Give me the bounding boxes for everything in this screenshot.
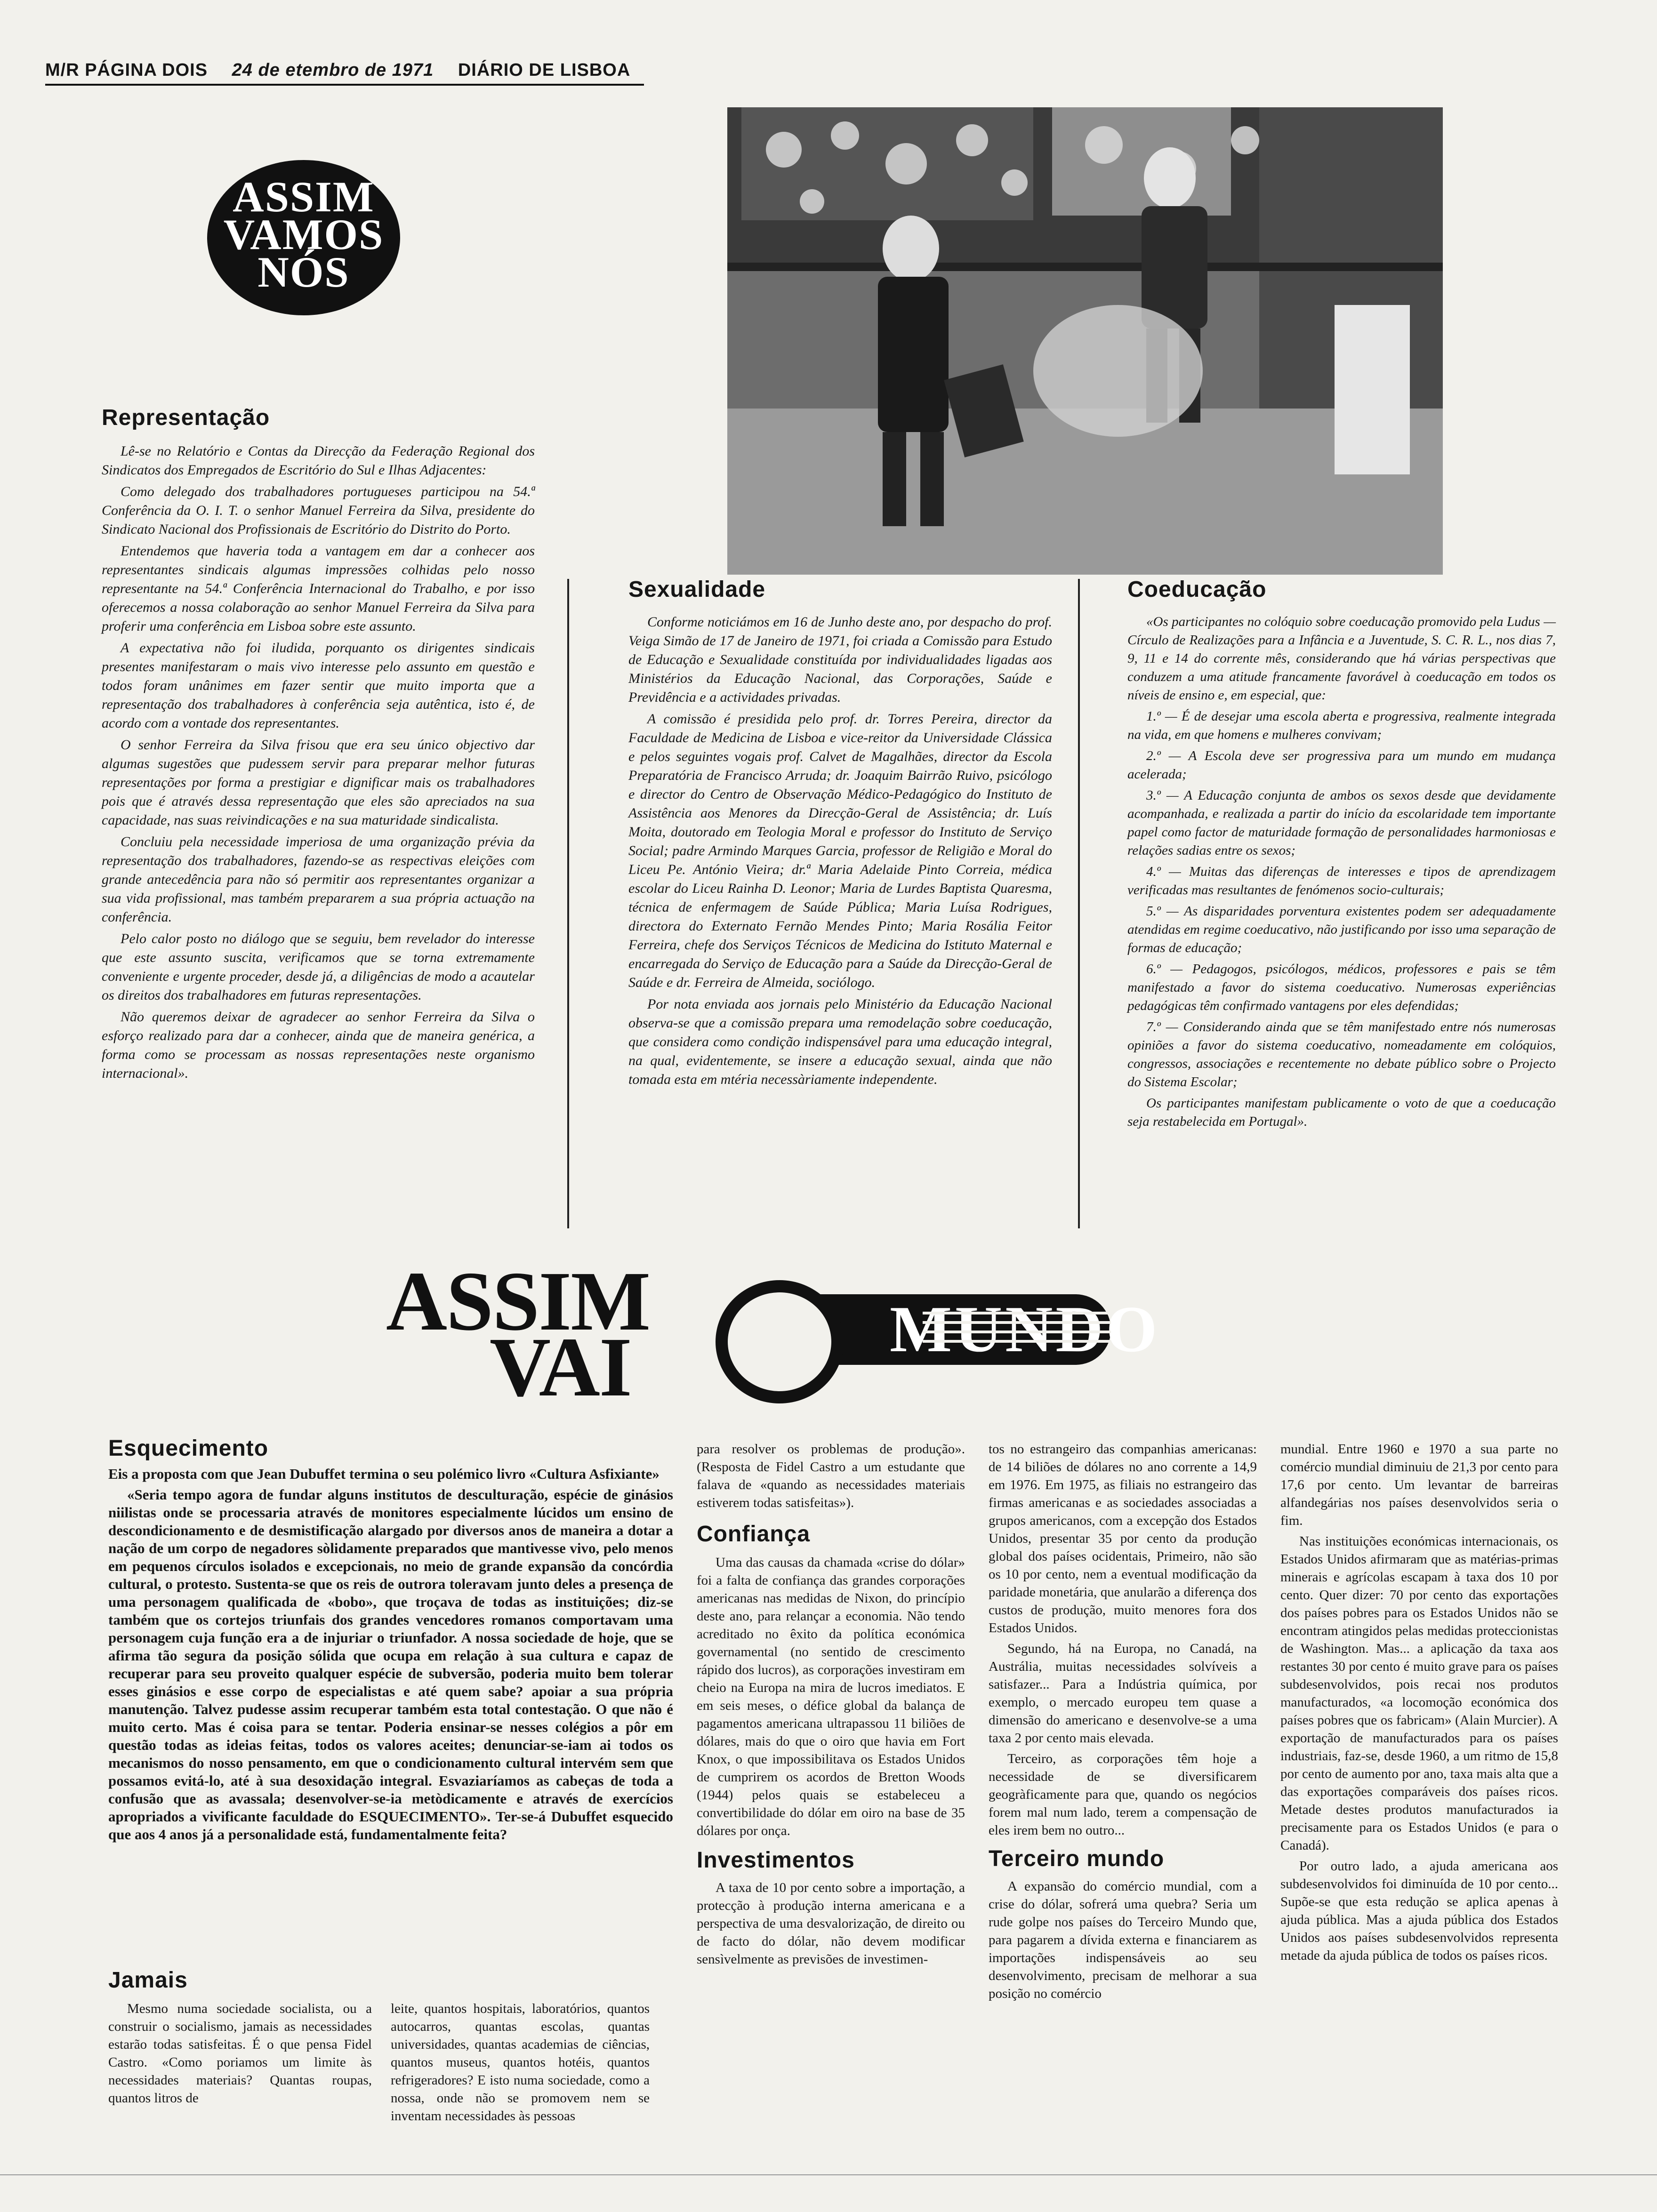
- column-4: [989, 1440, 1257, 2005]
- col5-body: [1280, 1440, 1558, 1964]
- confianca-paragraph: Uma das causas da chamada «crise do dólar» foi a falta de confiança das grandes corporações americanas nas medidas de Nixon, do princípio deste ano, para relançar a economia. Não tendo acreditado no êxito da política económica governamental (no sentido de crescimento rápido dos lucros), as corporações investiram em cheio na Europa na mira de lucros imediatos. E em seis meses, o défice global da balança de pagamentos americana ultrapassou 11 biliões de dólares, mais do que o oiro que havia em Fort Knox, o que impossibilitava os Estados Unidos de cumprirem os acordos de Bretton Woods (1944) pelos quais se estabeleceu a convertibilidade do dólar em oiro na base de 35 dólares por onça.: [697, 1555, 965, 1838]
- confianca-title: Confiança: [697, 1522, 811, 1547]
- col5-paragraph: Por outro lado, a ajuda americana aos subdesenvolvidos foi diminuída de 10 por cento... Supõe-se que esta redução se aplica apenas à ajuda pública. Mas a ajuda pública dos Estados Unidos aos países subdesenvolvidos representa metade da ajuda pública de todos os países ricos.: [1280, 1859, 1558, 1963]
- column-3: [697, 1440, 965, 1971]
- coeducacao-paragraph: 5.º — As disparidades porventura existentes podem ser adequadamente atendidas em regime coeducativo, não justificando por isso uma separação de formas de educação;: [1127, 904, 1556, 955]
- confianca-body: [697, 1554, 965, 1840]
- coeducacao-paragraph: «Os participantes no colóquio sobre coeducação promovido pela Ludus — Círculo de Realizações para a Infância e a Juventude, S. C. R. L., nos dias 7, 9, 11 e 14 do corrente mês, considerando que há várias perspectivas que conduzem a uma atitude francamente favorável à coeducação em todos os níveis de ensino e, em especial, que:: [1127, 614, 1556, 703]
- terceiro-mundo-paragraph: A expansão do comércio mundial, com a crise do dólar, sofrerá uma quebra? Seria um rude golpe nos países do Terceiro Mundo que, para pagarem a dívida externa e financiarem as importações indispensáveis ao seu desenvolvimento, precisam de melhorar a sua posição no comércio: [989, 1879, 1257, 2001]
- column-rule: [1078, 579, 1080, 1228]
- jamais-paragraph: leite, quantos hospitais, laboratórios, quantos autocarros, quantas escolas, quantas universidades, quantas academias de ciências, quantos museus, quantos hotéis, quantos refrigeradores? E isto numa sociedade, como a nossa, onde não se promovem nem se inventam necessidades às pessoas: [391, 2001, 650, 2124]
- investimentos-title: Investimentos: [697, 1848, 855, 1873]
- esquecimento-body: [108, 1465, 673, 1843]
- castro-continuation: [697, 1440, 965, 1512]
- jamais-paragraph: Mesmo numa sociedade socialista, ou a construir o socialismo, jamais as necessidades estarão todas satisfeitas. É o que pensa Fidel Castro. «Como poriamos um limite às necessidades materiais? Quantas roupas, quantos litros de: [108, 2001, 372, 2106]
- coeducacao-paragraph: 7.º — Considerando ainda que se têm manifestado entre nós numerosas opiniões a favor do sistema coeducativo, nomeadamente em colóquios, congressos, associações e recentemente no debate público sobre o Projecto do Sistema Escolar;: [1127, 1019, 1556, 1090]
- assim-vai-o-mundo-logo: [377, 1254, 1160, 1414]
- representacao-title: Representação: [102, 405, 270, 430]
- jamais-body-2: [391, 2000, 650, 2128]
- col5-paragraph: Nas instituições económicas internacionais, os Estados Unidos afirmaram que as matérias-primas minerais e agrícolas escapam à taxa dos 10 por cento. Quer dizer: 70 por cento das exportações dos países pobres para os Estados Unidos não se encontram atingidos pelas medidas proteccionistas de Washington. Mas... a aplicação da taxa aos restantes 30 por cento é muito grave para os países subdesenvolvidos, pois recai nos produtos manufacturados, «a locomoção económica dos países pobres que os fabricam» (Alain Murcier). A exportação de manufacturados para os países industriais, faz-se, desde 1960, a um ritmo de 15,8 por cento de aumento por ano, taxa mais alta que a das exportações comparáveis dos países ricos. Metade destes produtos manufacturados ia precisamente para os Estados Unidos (e para o Canadá).: [1280, 1534, 1558, 1853]
- representacao-paragraph: Como delegado dos trabalhadores portugueses participou na 54.ª Conferência da O. I. T. o senhor Manuel Ferreira da Silva, presidente do Sindicato Nacional dos Profissionais de Escritório do Distrito do Porto.: [102, 484, 535, 537]
- esquecimento-title: Esquecimento: [108, 1436, 269, 1461]
- article-representacao: [102, 405, 535, 1086]
- coeducacao-paragraph: 3.º — A Educação conjunta de ambos os sexos desde que devidamente acompanhada, e realizada a partir do início da escolaridade tem importante papel como factor de maturidade formação de personalidades harmoniosas e relações sadias entre os sexos;: [1127, 788, 1556, 858]
- coeducacao-title: Coeducação: [1127, 577, 1267, 602]
- coeducacao-paragraph: 1.º — É de desejar uma escola aberta e progressiva, realmente integrada na vida, em que homens e mulheres convivam;: [1127, 709, 1556, 742]
- badge-line-1: ASSIM: [233, 173, 375, 221]
- investimentos-paragraph: A taxa de 10 por cento sobre a importação, a protecção à produção interna americana e a perspectiva de uma desvalorização, de direito ou de facto do dólar, não devem modificar sensìvelmente as previsões de investimen-: [697, 1880, 965, 1967]
- coeducacao-body: [1127, 613, 1556, 1131]
- representacao-paragraph: Entendemos que haveria toda a vantagem em dar a conhecer aos representantes sindicais algumas impressões colhidas pelo nosso representante na 54.ª Conferência Internacional do Trabalho, e por isso oferecemos a nossa colaboração ao senhor Manuel Ferreira da Silva para proferir uma conferência em Lisboa sobre este assunto.: [102, 543, 535, 634]
- col4-paragraph: Segundo, há na Europa, no Canadá, na Austrália, muitas necessidades solvíveis a satisfazer... Para a Indústria química, por exemplo, o mercado europeu tem quase a dimensão do americano e desenvolve-se a uma taxa 2 por cento mais elevada.: [989, 1641, 1257, 1746]
- castro-paragraph: para resolver os problemas de produção». (Resposta de Fidel Castro a um estudante que falava de «quando as necessidades materiais estiverem todas satisfeitas»).: [697, 1442, 965, 1510]
- coeducacao-paragraph: 6.º — Pedagogos, psicólogos, médicos, professores e pais se têm manifestado a favor do sistema coeducativo. Numerosas experiências pedagógicas têm confirmado vantagens por eles defendidas;: [1127, 962, 1556, 1013]
- representacao-paragraph: A expectativa não foi iludida, porquanto os dirigentes sindicais presentes manifestaram o mais vivo interesse pelo assunto em questão e todos foram unânimes em fazer sentir que muito importa que a representação dos trabalhadores à conferência seja autêntica, isto é, de acordo com a vontade dos representantes.: [102, 640, 535, 731]
- representacao-paragraph: Concluiu pela necessidade imperiosa de uma organização prévia da representação dos trabalhadores, fazendo-se as respectivas eleições com grande antecedência para não só permitir aos representantes organizar a sua vida profissional, mas também prepararem a sua própria actuação na conferência.: [102, 834, 535, 925]
- representacao-body: [102, 442, 535, 1083]
- sexualidade-body: [628, 613, 1052, 1089]
- esquecimento-lead: Eis a proposta com que Jean Dubuffet termina o seu polémico livro «Cultura Asfixiante»: [108, 1466, 660, 1482]
- representacao-paragraph: Lê-se no Relatório e Contas da Direcção da Federação Regional dos Sindicatos dos Empregados de Escritório do Sul e Ilhas Adjacentes:: [102, 443, 535, 478]
- coeducacao-paragraph: 4.º — Muitas das diferenças de interesses e tipos de aprendizagem verificadas mas resultantes de fenómenos socio-culturais;: [1127, 864, 1556, 898]
- column-rule: [567, 579, 569, 1228]
- terceiro-mundo-body: [989, 1877, 1257, 2003]
- col4-paragraph: tos no estrangeiro das companhias americanas: de 14 biliões de dólares no ano corrente a 14,9 em 1976. Em 1975, as filiais no estrangeiro das firmas americanas e as sociedades associadas a grupos americanos, com a excepção dos Estados Unidos, presentar 35 por cento da produção global dos países ocidentais, Primeiro, não são os 10 por cento, nem a eventual modificação da paridade monetária, que anularão a diferença dos custos de produção, muito menores fora dos Estados Unidos.: [989, 1442, 1257, 1635]
- esquecimento-quote: «Seria tempo agora de fundar alguns institutos de desculturação, espécie de ginásios niilistas onde se processaria através de monitores especialmente lúcidos um ensino de descondicionamento e de desmistificação alargado por diversos anos de maneira a dotar a nação de um corpo de negadores sòlidamente preparados que mantivesse vivo, pelo menos em pequenos círculos isolados e excepcionais, no meio de grande expansão da concórdia cultural, o protesto. Sustenta-se que os reis de outrora toleravam junto deles a presença de uma personagem qualificada de «bobo», que troçava de todas as instituições; diz-se também que os cortejos triunfais dos grandes vencedores romanos comportavam uma personagem cuja função era a de injuriar o triunfador. A nossa sociedade de hoje, que se afirma tão segura da posição sólida que ocupa em relação à sua cultura e capaz de recuperar para seu proveito qualquer espécie de subversão, poderia muito bem tolerar esses ginásios e esse corpo de especialistas e até quem sabe? apoiar a sua própria manutenção. Talvez pudesse assim recuperar também esta total contestação. O que não é muito certo. Mas é coisa para se tentar. Poderia ensinar-se nesses colégios a pôr em questão todas as ideias feitas, todos os valores aceites; denunciar-se-iam ai todos os mecanismos do nosso pensamento, em que o condicionamento cultural intervém sem que possamos evitá-lo, até à sua desoxidação integral. Esvaziaríamos as cabeças de toda a confusão que as avassala; desenvolver-se-ia metòdicamente e através de exercícios apropriados a vivificante faculdade do ESQUECIMENTO». Ter-se-á Dubuffet esquecido que aos 4 anos já a personalidade está, fundamentalmente feita?: [108, 1486, 673, 1843]
- logo-word-vai: VAI: [490, 1320, 631, 1414]
- article-sexualidade: [628, 577, 1052, 1092]
- representacao-paragraph: O senhor Ferreira da Silva frisou que era seu único objectivo dar algumas sugestões que pudessem servir para preparar melhor futuras representações por forma a prestigiar e dignificar mais os trabalhadores pois que é através dessa representação que eles são apreciados na sua capacidade, nas suas reivindicações e na sua maturidade sindicalista.: [102, 737, 535, 828]
- jamais-body-1: [108, 2000, 372, 2128]
- logo-ring: [716, 1280, 844, 1403]
- coeducacao-paragraph: 2.º — A Escola deve ser progressiva para um mundo em mudança acelerada;: [1127, 748, 1556, 782]
- col5-paragraph: mundial. Entre 1960 e 1970 a sua parte no comércio mundial diminuiu de 21,3 por cento para 17,6 por cento. Um levantar de barreiras alfandegárias nos países desenvolvidos seria o fim.: [1280, 1442, 1558, 1528]
- investimentos-body: [697, 1879, 965, 1968]
- col4-paragraph: Terceiro, as corporações têm hoje a necessidade de se diversificarem geogràficamente para que, quando os negócios forem mal num lado, terem a compensação de eles irem bem no outro...: [989, 1751, 1257, 1838]
- page-bottom-rule: [0, 2174, 1657, 2175]
- masthead-date: 24 de etembro de 1971: [232, 60, 434, 80]
- representacao-paragraph: Pelo calor posto no diálogo que se seguiu, bem revelador do interesse que este assunto suscita, verificamos que se torna extremamente conveniente e urgente proceder, desde já, a diligências de modo a acautelar os direitos dos trabalhadores em futuras representações.: [102, 931, 535, 1003]
- sexualidade-title: Sexualidade: [628, 577, 766, 602]
- logo-word-assim: ASSIM: [386, 1254, 650, 1348]
- article-jamais: [108, 1967, 650, 2128]
- sexualidade-paragraph: Conforme noticiámos em 16 de Junho deste ano, por despacho do prof. Veiga Simão de 17 de Janeiro de 1971, foi criada a Comissão para Estudo de Educação e Sexualidade constituída por individualidades ligadas aos Ministérios da Educação Nacional, das Corporações, Saúde e Previdência e a actividades privadas.: [628, 614, 1052, 705]
- representacao-paragraph: Não queremos deixar de agradecer ao senhor Ferreira da Silva o esforço realizado para dar a conhecer, ainda que de maneira genérica, a forma como se processam as nossas representações neste organismo internacional».: [102, 1009, 535, 1081]
- masthead: [45, 60, 649, 80]
- assim-vamos-nos-logo: [207, 160, 400, 315]
- col4-body: [989, 1440, 1257, 1839]
- masthead-section: M/R PÁGINA DOIS: [45, 60, 208, 80]
- sexualidade-paragraph: Por nota enviada aos jornais pelo Ministério da Educação Nacional observa-se que a comissão prepara uma remodelação sobre coeducação, que considera como condição indispensável para uma educação integral, na qual, evidentemente, se insere a educação sexual, ainda que não tomada esta em mtéria necessàriamente independente.: [628, 996, 1052, 1087]
- terceiro-mundo-title: Terceiro mundo: [989, 1846, 1165, 1871]
- article-coeducacao: [1127, 577, 1556, 1134]
- column-5: [1280, 1440, 1558, 1967]
- masthead-paper: DIÁRIO DE LISBOA: [458, 60, 631, 80]
- badge-line-2: VAMOS: [223, 210, 384, 258]
- logo-word-mundo: MUNDO: [890, 1293, 1160, 1366]
- article-esquecimento: [108, 1435, 673, 1846]
- masthead-rule: [45, 84, 644, 86]
- badge-line-3: NÓS: [257, 248, 350, 296]
- jamais-title: Jamais: [108, 1968, 188, 1993]
- sexualidade-paragraph: A comissão é presidida pelo prof. dr. Torres Pereira, director da Faculdade de Medicina de Lisboa e vice-reitor da Universidade Clássica e pelos seguintes vogais prof. Calvet de Magalhães, director da Escola Preparatória de Francisco Arruda; dr. Joaquim Bairrão Ruivo, psicólogo e director do Centro de Observação Médico-Pedagógico do Instituto de Assistência aos Menores da Direcção-Geral de Assistência; dr. Luís Moita, doutorado em Teologia Moral e professor do Instituto de Serviço Social; padre Armindo Marques Garcia, professor de Religião e Moral do Liceu Pe. António Vieira; dr.ª Maria Adelaide Pinto Correia, médica escolar do Liceu Rainha D. Leonor; Maria de Lurdes Baptista Quaresma, técnica de enfermagem de Saúde Pública; Maria Luísa Rodrigues, directora do Externato Fernão Mendes Pinto; Maria Rosália Feitor Ferreira, chefe dos Serviços Técnicos de Medicina do Istituto Maternal e encarregada do Serviço de Educação para a Saúde da Direcção-Geral de Saúde e dr. Ferreira de Almeida, sociólogo.: [628, 711, 1052, 990]
- logo-stripes: [923, 1304, 1111, 1355]
- photo-drawing: [727, 107, 1443, 575]
- classroom-photo: [727, 107, 1443, 575]
- coeducacao-paragraph: Os participantes manifestam publicamente o voto de que a coeducação seja restabelecida em Portugal».: [1127, 1096, 1556, 1129]
